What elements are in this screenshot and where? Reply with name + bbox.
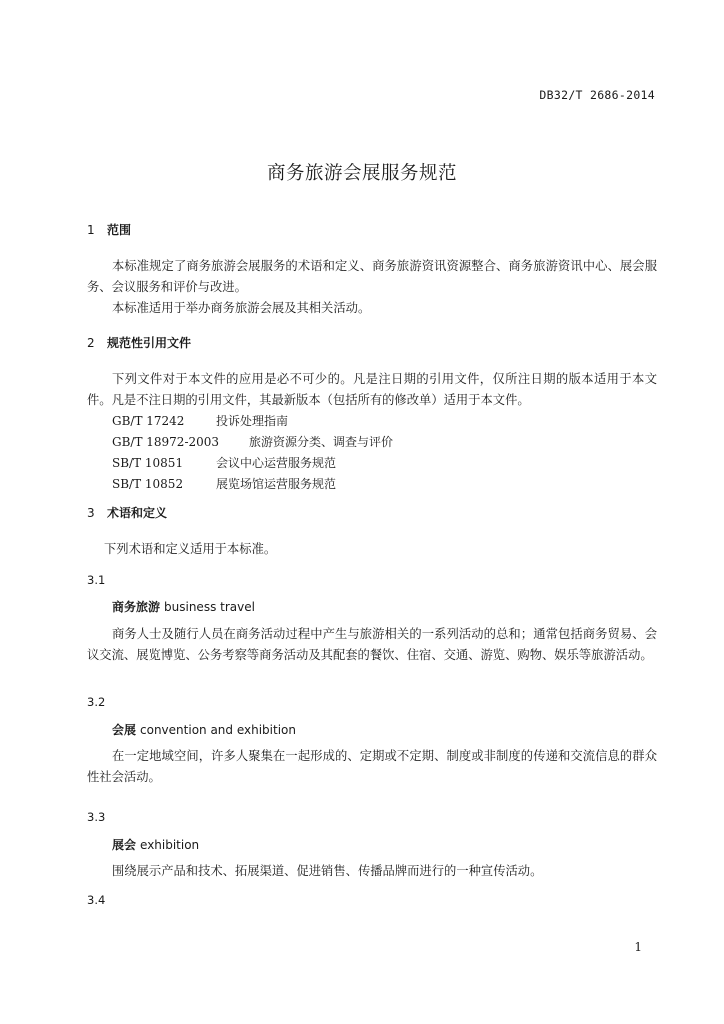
reference-item (112, 432, 393, 453)
reference-code: SB/T 10851 (112, 456, 184, 470)
reference-code: GB/T 17242 (112, 414, 185, 428)
term-definition (87, 861, 657, 882)
term-entry (112, 836, 199, 853)
reference-title: 投诉处理指南 (216, 414, 289, 428)
term-english: convention and exhibition (140, 723, 296, 737)
section-title: 规范性引用文件 (107, 336, 192, 350)
document-title: 商务旅游会展服务规范 (266, 163, 457, 184)
reference-code: SB/T 10852 (112, 477, 184, 491)
term-definition-text: 围绕展示产品和技术、拓展渠道、促进销售、传播品牌而进行的一种宣传活动。 (112, 864, 543, 878)
term-entry (112, 598, 255, 615)
term-definition-text: 在一定地域空间，许多人聚集在一起形成的、定期或不定期、制度或非制度的传递和交流信息的群众性社会活动。 (87, 749, 657, 784)
term-definition (87, 746, 657, 788)
term-definition-text: 商务人士及随行人员在商务活动过程中产生与旅游相关的一系列活动的总和；通常包括商务贸易、会议交流、展览博览、公务考察等商务活动及其配套的餐饮、住宿、交通、游览、购物、娱乐等旅游活动。 (87, 627, 657, 662)
section-heading-terms-definitions (87, 504, 167, 521)
term-english: business travel (164, 600, 255, 614)
terms-intro-paragraph: 下列术语和定义适用于本标准。 (104, 542, 277, 556)
clause-number: 3.4 (87, 893, 106, 907)
reference-title: 旅游资源分类、调查与评价 (249, 435, 394, 449)
clause-number: 3.1 (87, 573, 106, 587)
section-number: 2 (87, 336, 95, 350)
terms-intro (87, 539, 657, 560)
term-chinese: 商务旅游 (112, 600, 161, 614)
section-heading-normative-references (87, 334, 191, 351)
term-english: exhibition (140, 838, 200, 852)
reference-title: 会议中心运营服务规范 (216, 456, 337, 470)
reference-item (112, 411, 288, 432)
scope-body (87, 256, 657, 319)
section-number: 1 (87, 223, 95, 237)
section-heading-scope (87, 221, 131, 238)
reference-code: GB/T 18972-2003 (112, 435, 220, 449)
term-entry (112, 721, 296, 738)
term-definition (87, 624, 657, 666)
reference-title: 展览场馆运营服务规范 (216, 477, 337, 491)
page-number: 1 (634, 940, 642, 954)
clause-number: 3.3 (87, 810, 106, 824)
clause-number: 3.2 (87, 695, 106, 709)
section-number: 3 (87, 506, 95, 520)
term-chinese: 展会 (112, 838, 137, 852)
reference-item (112, 453, 336, 474)
standard-code: DB32/T 2686-2014 (539, 88, 655, 102)
normative-intro-paragraph: 下列文件对于本文件的应用是必不可少的。凡是注日期的引用文件，仅所注日期的版本适用于本文件。凡是不注日期的引用文件，其最新版本（包括所有的修改单）适用于本文件。 (87, 372, 657, 407)
scope-paragraph-2: 本标准适用于举办商务旅游会展及其相关活动。 (112, 301, 371, 315)
section-title: 术语和定义 (107, 506, 168, 520)
scope-paragraph-1: 本标准规定了商务旅游会展服务的术语和定义、商务旅游资讯资源整合、商务旅游资讯中心、展会服务、会议服务和评价与改进。 (87, 259, 657, 294)
reference-item (112, 474, 336, 495)
normative-intro (87, 369, 657, 411)
section-title: 范围 (107, 223, 132, 237)
term-chinese: 会展 (112, 723, 137, 737)
